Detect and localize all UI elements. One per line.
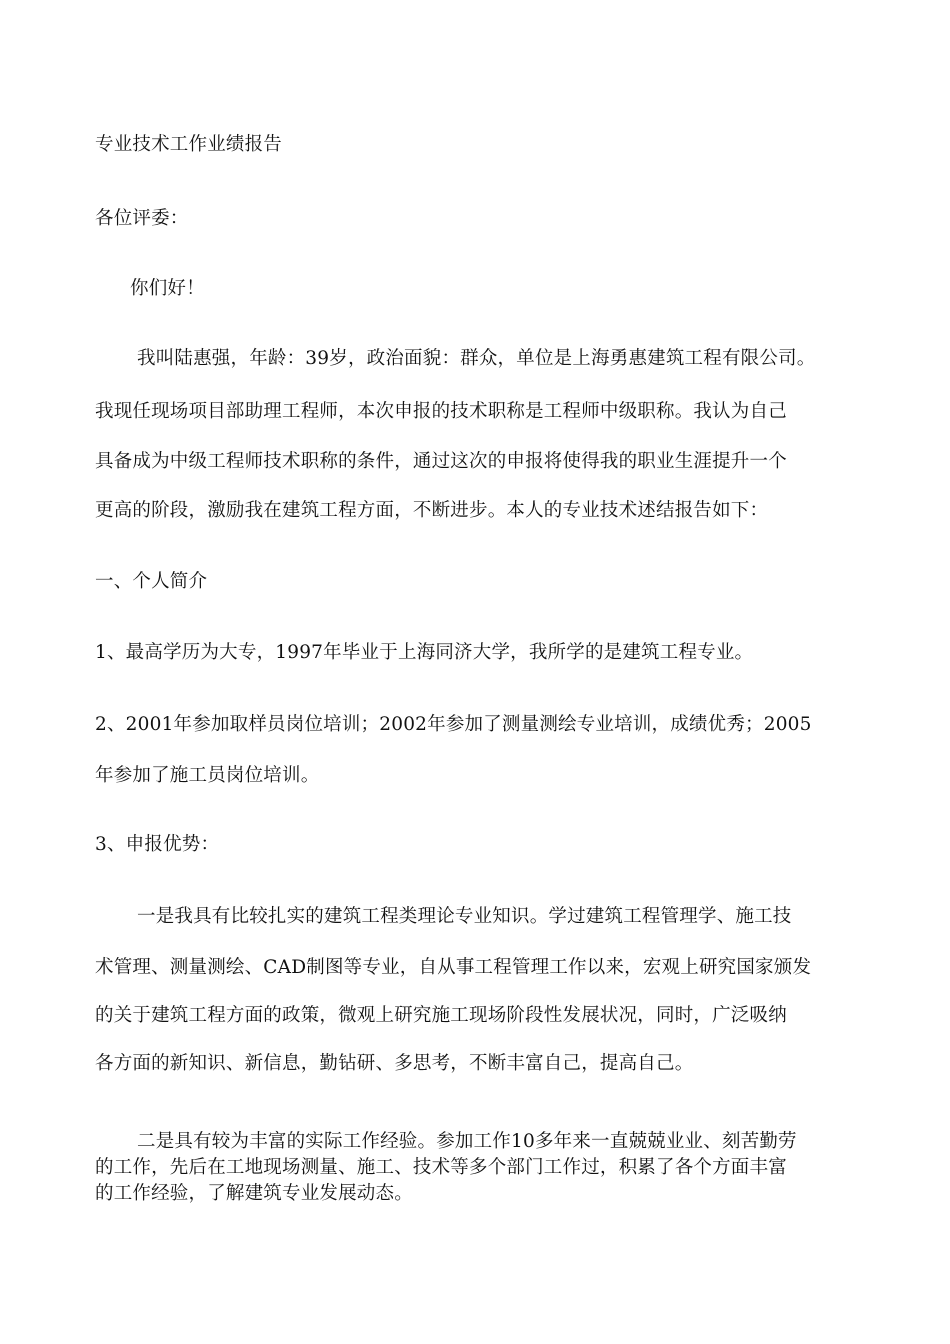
item-1-education: 1、最高学历为大专，1997年毕业于上海同济大学，我所学的是建筑工程专业。	[95, 642, 754, 663]
intro-line-1: 我叫陆惠强，年龄：39岁，政治面貌：群众，单位是上海勇惠建筑工程有限公司。	[137, 348, 816, 369]
advantage-1-line-1: 一是我具有比较扎实的建筑工程类理论专业知识。学过建筑工程管理学、施工技	[137, 906, 792, 927]
intro-line-3: 具备成为中级工程师技术职称的条件，通过这次的申报将使得我的职业生涯提升一个	[95, 451, 787, 472]
advantage-1-line-2: 术管理、测量测绘、CAD制图等专业，自从事工程管理工作以来，宏观上研究国家颁发	[95, 957, 812, 978]
advantage-2-line-3: 的工作经验，了解建筑专业发展动态。	[95, 1183, 413, 1204]
greeting: 你们好！	[130, 278, 205, 299]
advantage-1-line-3: 的关于建筑工程方面的政策，微观上研究施工现场阶段性发展状况，同时，广泛吸纳	[95, 1005, 787, 1026]
advantage-2-line-2: 的工作，先后在工地现场测量、施工、技术等多个部门工作过，积累了各个方面丰富	[95, 1157, 787, 1178]
item-2-training-line-2: 年参加了施工员岗位培训。	[95, 765, 320, 786]
item-3-advantages: 3、申报优势：	[95, 834, 220, 855]
intro-line-4: 更高的阶段，激励我在建筑工程方面，不断进步。本人的专业技术述结报告如下：	[95, 500, 769, 521]
advantage-1-line-4: 各方面的新知识、新信息，勤钻研、多思考，不断丰富自己，提高自己。	[95, 1053, 694, 1074]
document-title: 专业技术工作业绩报告	[95, 134, 283, 155]
section-heading-personal-profile: 一、个人简介	[95, 571, 208, 592]
item-2-training-line-1: 2、2001年参加取样员岗位培训；2002年参加了测量测绘专业培训，成绩优秀；2005	[95, 714, 812, 735]
advantage-2-line-1: 二是具有较为丰富的实际工作经验。参加工作10多年来一直兢兢业业、刻苦勤劳	[137, 1131, 797, 1152]
salutation: 各位评委：	[95, 208, 189, 229]
intro-line-2: 我现任现场项目部助理工程师，本次申报的技术职称是工程师中级职称。我认为自己	[95, 401, 787, 422]
